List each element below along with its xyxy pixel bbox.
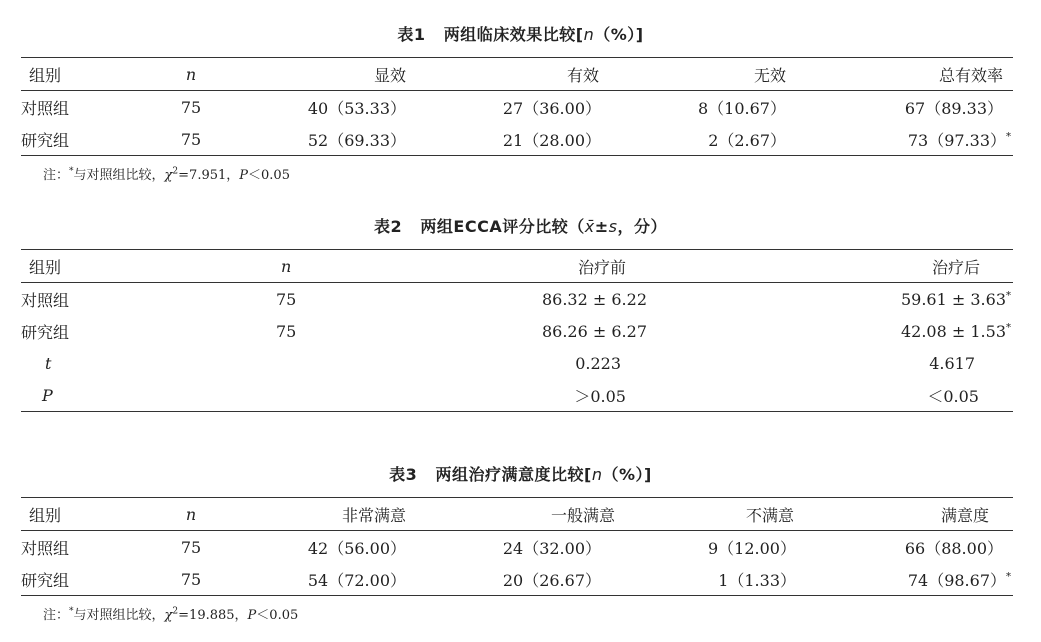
- note-p: P: [239, 168, 249, 183]
- note-p: P: [247, 608, 257, 623]
- table1-header-marked: 显效: [241, 58, 406, 91]
- note-value: =7.951，: [178, 168, 240, 183]
- table1-cell: [826, 123, 1013, 156]
- table-row: [21, 347, 1013, 379]
- table3-cell: 对照组: [21, 538, 70, 558]
- table1-cell: 40（53.33）: [307, 98, 406, 118]
- table1-cell: 2（2.67）: [708, 130, 786, 150]
- note-text: 与对照组比较，: [73, 168, 165, 183]
- table-row: [21, 563, 1013, 596]
- table2-cell: t: [45, 353, 52, 373]
- table2-header-row: [21, 250, 1013, 283]
- table1-cell: [826, 91, 1013, 124]
- table3-title-n: n: [591, 465, 603, 484]
- table3-cell: [826, 531, 1013, 564]
- table2-cell: 对照组: [21, 290, 70, 310]
- note-sup: 2: [172, 606, 179, 617]
- table3-cell: 24（32.00）: [502, 538, 601, 558]
- table2-cell: 0.223: [575, 353, 621, 373]
- table3-header-very: 非常满意: [241, 498, 406, 531]
- table2-cell: P: [42, 385, 53, 405]
- table1-total-value: 67（89.33）: [904, 98, 1003, 118]
- note-prefix: 注：: [43, 168, 70, 183]
- table3-caption: [0, 462, 1041, 485]
- table1-header-n: n: [141, 58, 241, 91]
- note-text: 与对照组比较，: [73, 608, 165, 623]
- table2-title: 两组ECCA评分比较（: [420, 217, 585, 236]
- table1-title-n: n: [583, 25, 595, 44]
- table-row: [21, 91, 1013, 124]
- note-sup: 2: [172, 166, 179, 177]
- table3-title: 两组治疗满意度比较[: [435, 465, 592, 484]
- table3-header-general: 一般满意: [406, 498, 641, 531]
- table3-cell: 1（1.33）: [718, 570, 796, 590]
- note-pvalue: ＜0.05: [256, 608, 299, 623]
- table3-header-satisfaction: 满意度: [826, 498, 1013, 531]
- table2-row-mark: *: [1006, 290, 1011, 302]
- table1-total-value: 73（97.33）: [907, 130, 1006, 150]
- table3-sat-value: 66（88.00）: [904, 538, 1003, 558]
- table2-cell: [811, 315, 1013, 347]
- table-row: [21, 379, 1013, 412]
- note-chi: χ: [164, 168, 173, 183]
- table2-after-value: 59.61 ± 3.63: [900, 289, 1006, 309]
- table1-cell: 75: [180, 97, 202, 117]
- table3-row-mark: *: [1006, 571, 1011, 583]
- note-mark: *: [69, 606, 74, 617]
- table1-header-row: [21, 58, 1013, 91]
- table2-label: 表2: [374, 217, 403, 236]
- table3: [21, 497, 1013, 596]
- table2-title-s: s: [608, 217, 618, 236]
- table3-title-tail: （%）]: [602, 465, 652, 484]
- table2-header-after: 治疗后: [811, 250, 1013, 283]
- table1-cell: 27（36.00）: [502, 98, 601, 118]
- table3-label: 表3: [389, 465, 418, 484]
- table1-cell: 8（10.67）: [698, 98, 786, 118]
- table3-cell: 75: [180, 537, 202, 557]
- table2-after-value: 42.08 ± 1.53: [900, 321, 1006, 341]
- table1-title: 两组临床效果比较[: [443, 25, 584, 44]
- table1-note: [43, 164, 290, 183]
- table2-header-before: 治疗前: [401, 250, 811, 283]
- table1-header-ineffective: 无效: [641, 58, 826, 91]
- table3-cell: 9（12.00）: [708, 538, 796, 558]
- table2-cell: 4.617: [929, 353, 975, 373]
- table1: [21, 57, 1013, 156]
- table2-cell: 86.32 ± 6.22: [541, 289, 647, 309]
- table2-cell: 86.26 ± 6.27: [541, 321, 647, 341]
- table3-cell: [826, 563, 1013, 596]
- table2-title-x: x̄: [584, 217, 595, 236]
- table2-cell: 研究组: [21, 322, 70, 342]
- table3-header-n: n: [141, 498, 241, 531]
- table2-cell: ＞0.05: [574, 386, 626, 406]
- table3-cell: 20（26.67）: [502, 570, 601, 590]
- note-pvalue: ＜0.05: [248, 168, 290, 183]
- table2-cell: [171, 379, 401, 412]
- note-chi: χ: [164, 608, 173, 623]
- table3-header-group: 组别: [21, 498, 141, 531]
- table3-cell: 研究组: [21, 570, 70, 590]
- table-row: [21, 283, 1013, 316]
- table1-caption: [0, 22, 1041, 45]
- table2-cell: [811, 283, 1013, 316]
- table3-header-row: [21, 498, 1013, 531]
- table3-cell: 75: [180, 569, 202, 589]
- table-row: [21, 123, 1013, 156]
- table2-title-tail: ，分）: [617, 217, 667, 236]
- table-row: [21, 315, 1013, 347]
- table3-sat-value: 74（98.67）: [907, 570, 1006, 590]
- table1-row-mark: *: [1006, 131, 1011, 143]
- table2: [21, 249, 1013, 412]
- table-row: [21, 531, 1013, 564]
- table1-cell: 21（28.00）: [502, 130, 601, 150]
- table2-header-group: 组别: [21, 250, 171, 283]
- table2-cell: [171, 347, 401, 379]
- table2-caption: [0, 214, 1041, 237]
- table3-cell: 54（72.00）: [307, 570, 406, 590]
- table1-cell: 52（69.33）: [307, 130, 406, 150]
- table2-row-mark: *: [1006, 322, 1011, 334]
- table2-title-pm: ±: [594, 217, 609, 236]
- table3-cell: 42（56.00）: [307, 538, 406, 558]
- note-mark: *: [69, 166, 74, 177]
- table2-cell: ＜0.05: [927, 386, 979, 406]
- table2-cell: 75: [276, 321, 297, 341]
- table2-header-n: n: [171, 250, 401, 283]
- table1-cell: 研究组: [21, 130, 70, 150]
- note-value: =19.885，: [178, 608, 248, 623]
- table1-cell: 对照组: [21, 98, 70, 118]
- table1-header-effective: 有效: [406, 58, 641, 91]
- table1-label: 表1: [397, 25, 426, 44]
- table1-header-total-rate: 总有效率: [826, 58, 1013, 91]
- table1-title-tail: （%）]: [594, 25, 644, 44]
- table2-cell: 75: [276, 289, 297, 309]
- table1-header-group: 组别: [21, 58, 141, 91]
- table3-note: [43, 604, 298, 623]
- table3-header-dissatisfied: 不满意: [641, 498, 826, 531]
- table1-cell: 75: [180, 129, 202, 149]
- note-prefix: 注：: [43, 608, 70, 623]
